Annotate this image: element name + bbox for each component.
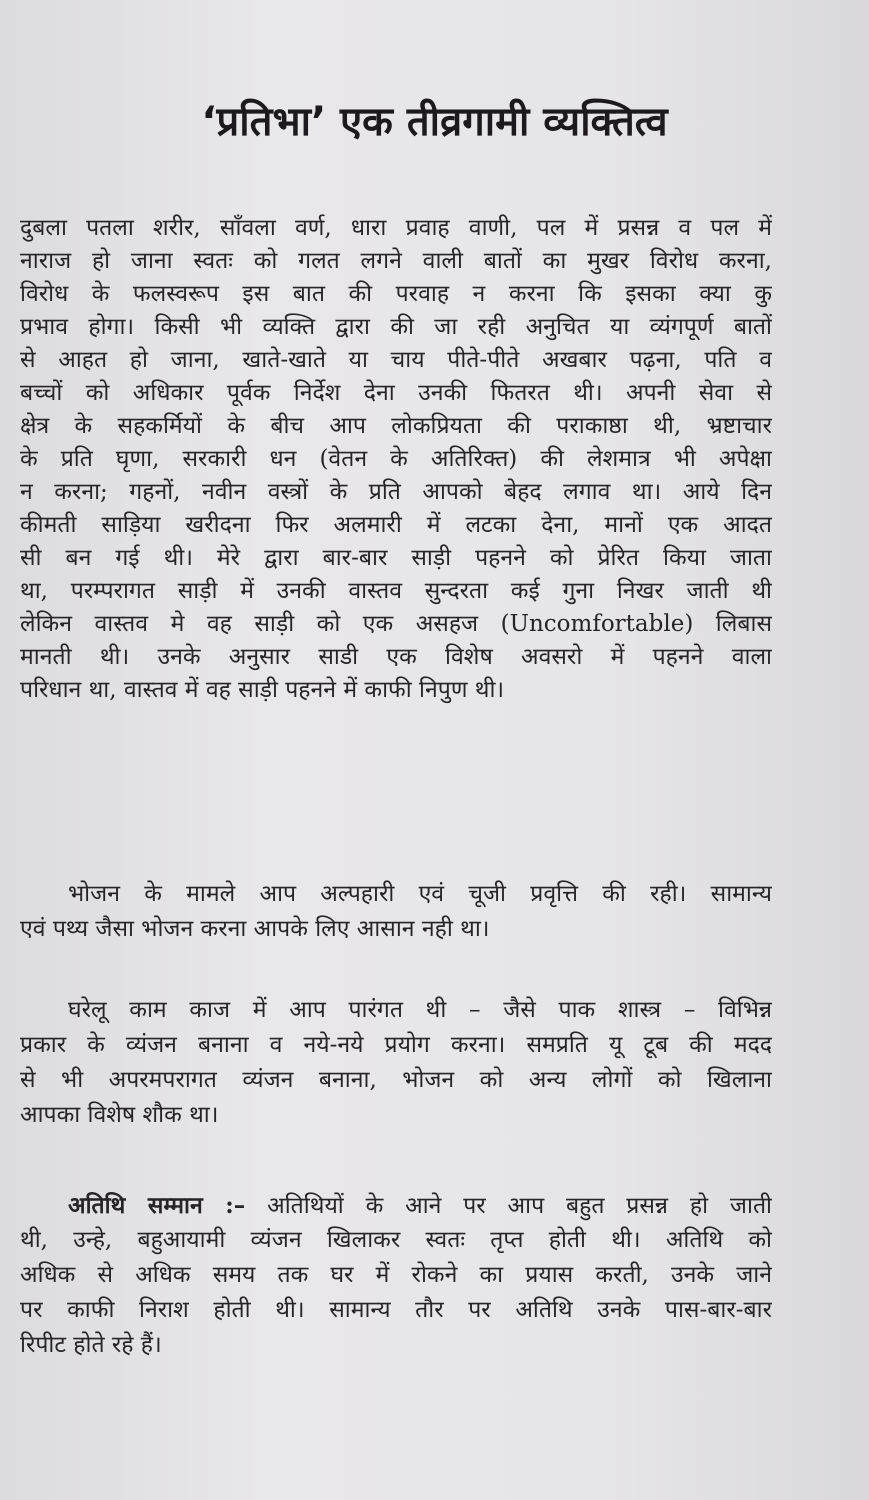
text-line bbox=[20, 1188, 772, 1223]
text-run: अतिथियों के आने पर आप बहुत प्रसन्न हो जाती bbox=[245, 1193, 772, 1219]
text-line: था, परम्परागत साड़ी में उनकी वास्तव सुन्दरता कई गुना निखर जाती थी bbox=[20, 578, 772, 604]
text-line: कीमती साड़िया खरीदना फिर अलमारी में लटका देना, मानों एक आदत bbox=[20, 512, 772, 538]
text-line: दुबला पतला शरीर, साँवला वर्ण, धारा प्रवाह वाणी, पल में प्रसन्न व पल में bbox=[20, 215, 772, 241]
text-line: न करना; गहनों, नवीन वस्त्रों के प्रति आपको बेहद लगाव था। आये दिन bbox=[20, 479, 772, 505]
text-line: लेकिन वास्तव मे वह साड़ी को एक असहज (Uncomfortable) लिबास bbox=[20, 611, 772, 637]
text-line: भोजन के मामले आप अल्पहारी एवं चूजी प्रवृत्ति की रही। सामान्य bbox=[68, 881, 772, 907]
text-line: परिधान था, वास्तव में वह साड़ी पहनने में काफी निपुण थी। bbox=[20, 677, 505, 703]
text-line: अधिक से अधिक समय तक घर में रोकने का प्रयास करती, उनके जाने bbox=[20, 1262, 772, 1288]
page-title: ‘प्रतिभा’ एक तीव्रगामी व्यक्तित्व bbox=[201, 99, 668, 145]
text-line: बच्चों को अधिकार पूर्वक निर्देश देना उनकी फितरत थी। अपनी सेवा से bbox=[20, 380, 772, 406]
text-line: के प्रति घृणा, सरकारी धन (वेतन के अतिरिक्त) की लेशमात्र भी अपेक्षा bbox=[20, 446, 772, 472]
text-line: प्रभाव होगा। किसी भी व्यक्ति द्वारा की जा रही अनुचित या व्यंगपूर्ण बातों bbox=[20, 314, 772, 340]
paragraph-household bbox=[20, 993, 772, 1133]
text-line: विरोध के फलस्वरूप इस बात की परवाह न करना कि इसका क्या कु bbox=[20, 281, 772, 307]
paragraph-description bbox=[20, 212, 772, 707]
paragraph-food bbox=[20, 877, 772, 947]
text-line: रिपीट होते रहे हैं। bbox=[20, 1332, 162, 1358]
text-line: पर काफी निराश होती थी। सामान्य तौर पर अतिथि उनके पास-बार-बार bbox=[20, 1297, 772, 1323]
text-line: घरेलू काम काज में आप पारंगत थी – जैसे पाक शास्त्र – विभिन्न bbox=[68, 997, 772, 1023]
text-line: नाराज हो जाना स्वतः को गलत लगने वाली बातों का मुखर विरोध करना, bbox=[20, 248, 772, 274]
text-line: से भी अपरमपरागत व्यंजन बनाना, भोजन को अन्य लोगों को खिलाना bbox=[20, 1067, 772, 1093]
paragraph-guests bbox=[20, 1188, 772, 1363]
text-line: प्रकार के व्यंजन बनाना व नये-नये प्रयोग करना। समप्रति यू टूब की मदद bbox=[20, 1032, 772, 1058]
text-line: सी बन गई थी। मेरे द्वारा बार-बार साड़ी पहनने को प्रेरित किया जाता bbox=[20, 545, 772, 571]
guest-honor-heading: अतिथि सम्मान :– bbox=[68, 1192, 246, 1219]
text-line: एवं पथ्य जैसा भोजन करना आपके लिए आसान नही था। bbox=[20, 916, 490, 942]
text-line: क्षेत्र के सहकर्मियों के बीच आप लोकप्रियता की पराकाष्ठा थी, भ्रष्टाचार bbox=[20, 413, 772, 439]
text-line: से आहत हो जाना, खाते-खाते या चाय पीते-पीते अखबार पढ़ना, पति व bbox=[20, 347, 772, 373]
text-line: थी, उन्हे, बहुआयामी व्यंजन खिलाकर स्वतः तृप्त होती थी। अतिथि को bbox=[20, 1227, 772, 1253]
text-line: आपका विशेष शौक था। bbox=[20, 1102, 219, 1128]
text-line: मानती थी। उनके अनुसार साडी एक विशेष अवसरो में पहनने वाला bbox=[20, 644, 772, 670]
